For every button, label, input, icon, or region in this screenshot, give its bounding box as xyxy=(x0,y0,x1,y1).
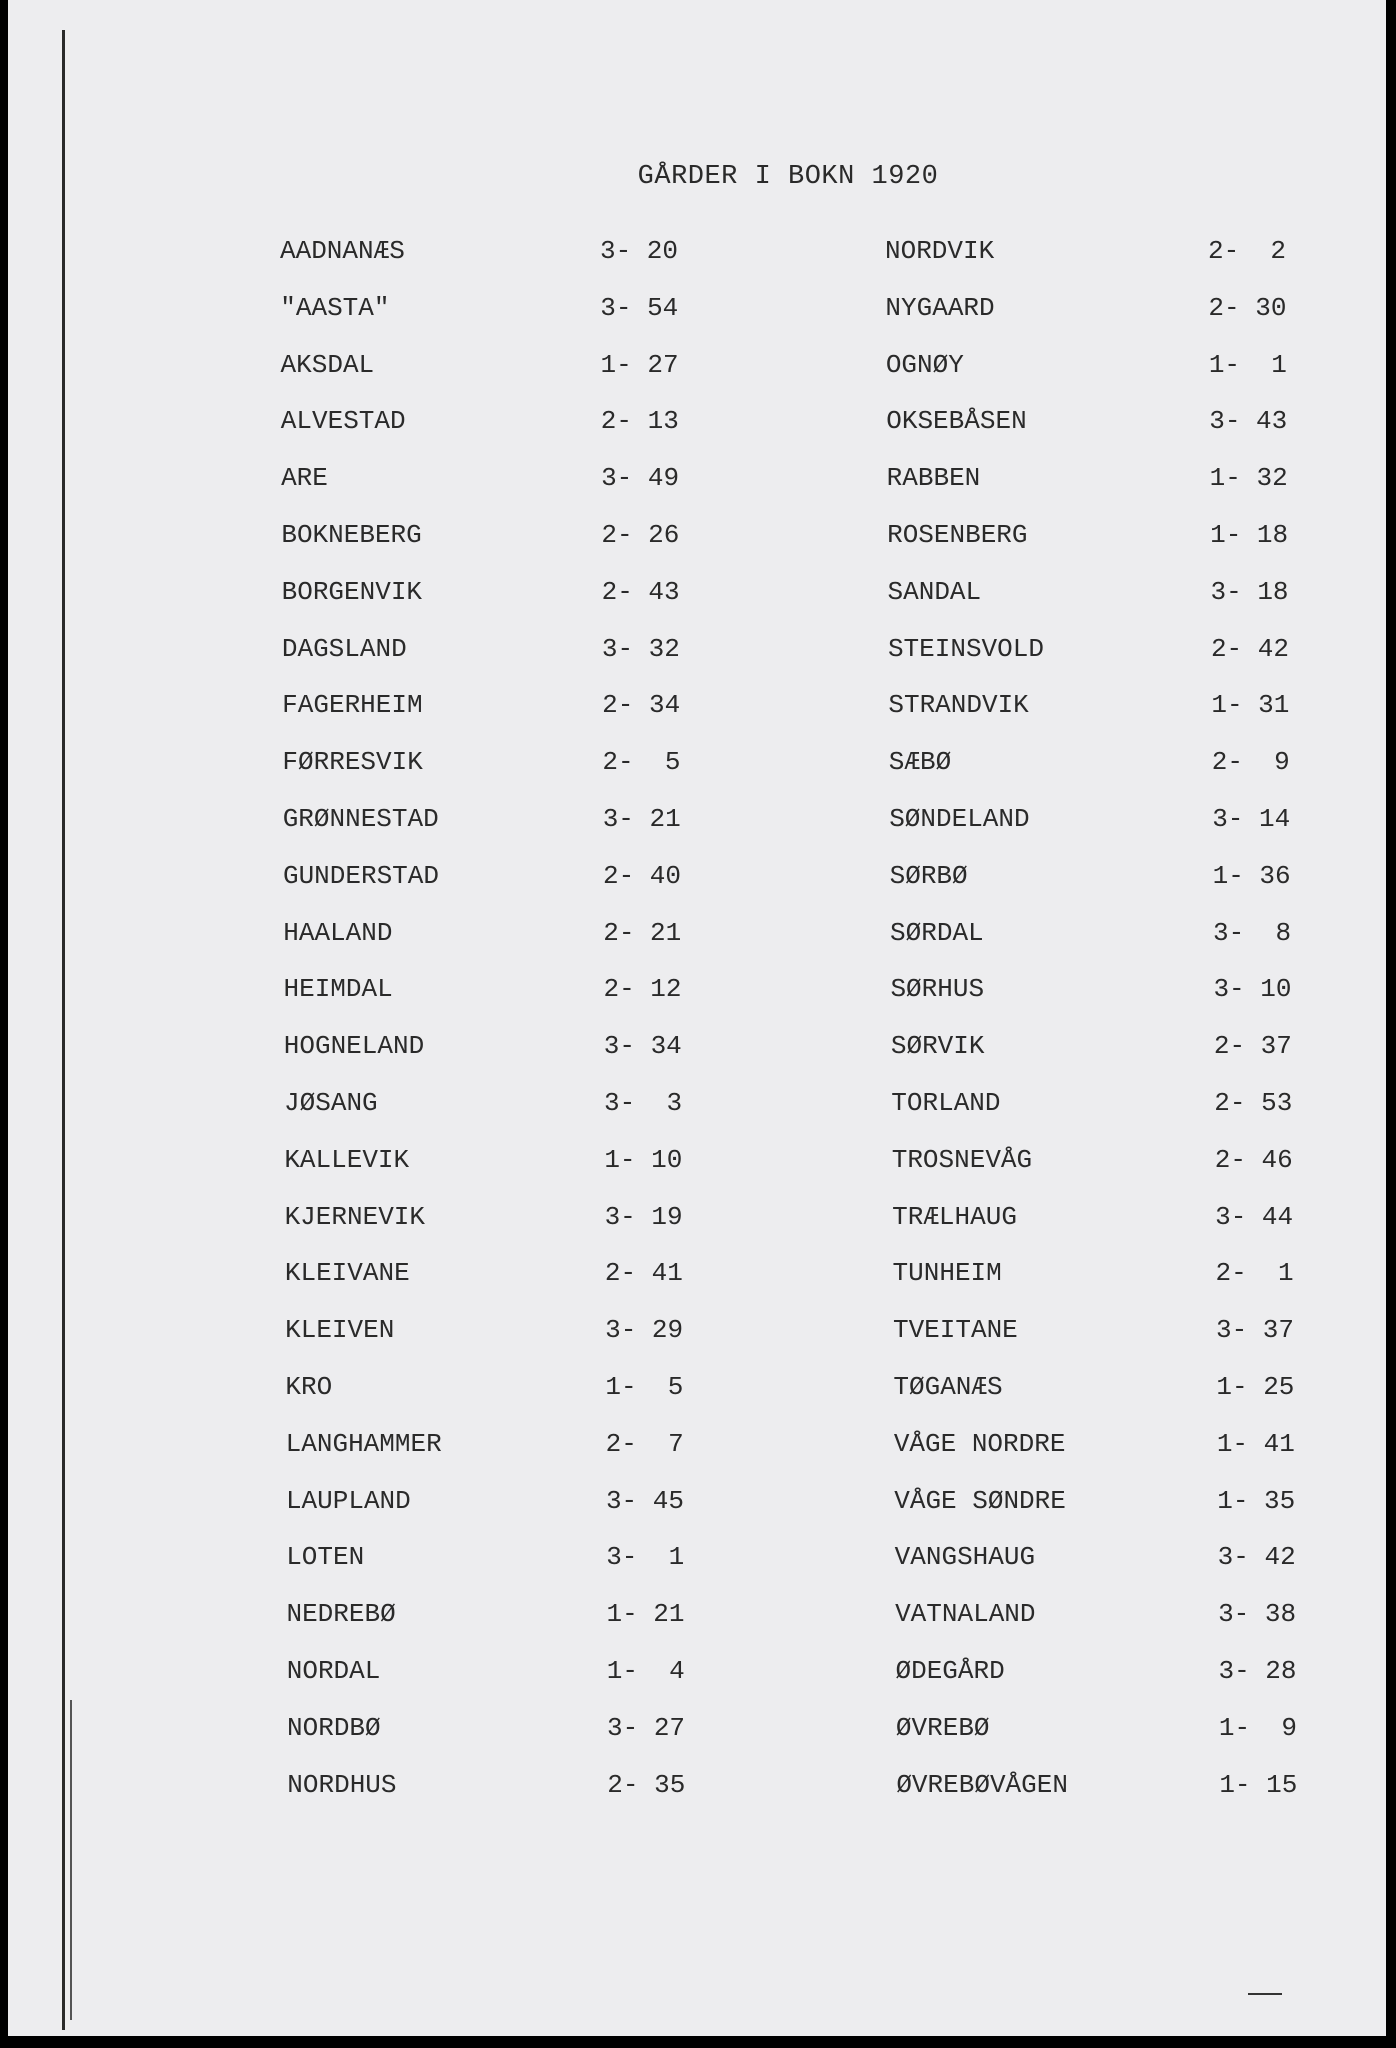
farm-name: TØGANÆS xyxy=(893,1372,1003,1402)
farm-code: 1- 27 xyxy=(600,349,679,380)
farm-name: BOKNEBERG xyxy=(281,520,422,550)
farm-code: 2- 7 xyxy=(605,1428,684,1459)
farm-name: TRÆLHAUG xyxy=(892,1201,1017,1232)
farm-name: JØSANG xyxy=(284,1088,378,1118)
farm-name: TVEITANE xyxy=(892,1315,1018,1346)
farm-code: 1- 32 xyxy=(1209,463,1288,494)
farm-name: KRO xyxy=(285,1372,333,1402)
farm-code: 1- 31 xyxy=(1211,690,1290,721)
farm-name: OKSEBÅSEN xyxy=(886,406,1027,437)
farm-name: ØVREBØVÅGEN xyxy=(896,1769,1068,1800)
farm-name: TORLAND xyxy=(891,1088,1001,1118)
farm-name: ØVREBØ xyxy=(895,1712,990,1743)
farm-code: 2- 30 xyxy=(1208,292,1287,323)
farm-code: 1- 18 xyxy=(1210,520,1289,550)
farm-code: 1- 15 xyxy=(1219,1769,1298,1800)
page-title: GÅRDER I BOKN 1920 xyxy=(637,162,939,192)
farm-name: KJERNEVIK xyxy=(284,1201,426,1232)
farm-name: "AASTA" xyxy=(280,292,390,323)
farm-name: VANGSHAUG xyxy=(894,1542,1036,1573)
farm-name: ALVESTAD xyxy=(280,406,406,437)
margin-rule-secondary xyxy=(70,1700,72,2020)
farm-code: 2- 34 xyxy=(602,690,681,721)
farm-name: AKSDAL xyxy=(280,349,375,380)
farm-code: 3- 8 xyxy=(1213,917,1292,948)
farm-code: 2- 46 xyxy=(1214,1144,1293,1175)
farm-name: FØRRESVIK xyxy=(282,747,423,778)
farm-name: RABBEN xyxy=(886,463,981,494)
farm-code: 3- 37 xyxy=(1215,1315,1294,1346)
farm-name: GRØNNESTAD xyxy=(282,804,439,834)
farm-name: NORDAL xyxy=(286,1656,381,1686)
farm-name: NORDBØ xyxy=(287,1712,381,1743)
farm-name: NORDHUS xyxy=(287,1769,397,1800)
farm-code: 3- 45 xyxy=(605,1485,684,1516)
farm-code: 1- 35 xyxy=(1217,1485,1296,1516)
farm-name: NYGAARD xyxy=(885,292,995,323)
pen-mark xyxy=(1248,1993,1282,1995)
farm-code: 3- 43 xyxy=(1209,406,1288,437)
farm-code: 3- 38 xyxy=(1218,1599,1297,1630)
farm-code: 2- 1 xyxy=(1215,1258,1294,1289)
farm-name: OGNØY xyxy=(885,349,964,380)
farm-code: 2- 5 xyxy=(602,747,681,778)
margin-rule xyxy=(62,30,65,2030)
farm-code: 3- 49 xyxy=(601,463,680,494)
farm-name: GUNDERSTAD xyxy=(282,860,439,891)
farm-name: NEDREBØ xyxy=(286,1599,396,1630)
farm-name: AADNANÆS xyxy=(280,236,405,266)
farm-name: KLEIVANE xyxy=(284,1258,410,1289)
farm-code: 2- 21 xyxy=(603,917,682,948)
farm-code: 3- 20 xyxy=(600,236,679,266)
farm-code: 1- 41 xyxy=(1216,1428,1295,1459)
farm-name: FAGERHEIM xyxy=(282,690,423,721)
farm-code: 2- 42 xyxy=(1210,633,1289,664)
farm-code: 2- 40 xyxy=(602,860,681,891)
farm-name: SØRHUS xyxy=(890,974,985,1005)
farm-name: NORDVIK xyxy=(885,236,995,266)
farm-name: LANGHAMMER xyxy=(285,1428,442,1459)
farm-name: SØRVIK xyxy=(890,1031,985,1062)
farm-name: ROSENBERG xyxy=(887,520,1028,550)
farm-code: 1- 21 xyxy=(606,1599,685,1630)
document-page xyxy=(8,0,1386,2036)
farm-code: 3- 14 xyxy=(1212,804,1291,834)
farm-code: 3- 54 xyxy=(600,292,679,323)
farm-name: SØRDAL xyxy=(890,917,984,948)
farm-code: 2- 13 xyxy=(600,406,679,437)
farm-code: 1- 1 xyxy=(1208,349,1287,380)
farm-code: 2- 53 xyxy=(1214,1088,1293,1118)
farm-code: 1- 4 xyxy=(606,1656,685,1686)
farm-code: 3- 10 xyxy=(1213,974,1292,1005)
farm-code: 3- 19 xyxy=(604,1201,683,1232)
farm-name: HEIMDAL xyxy=(283,974,393,1005)
farm-code: 1- 36 xyxy=(1212,860,1291,891)
farm-code: 3- 28 xyxy=(1218,1656,1297,1686)
farm-name: VÅGE SØNDRE xyxy=(894,1485,1066,1516)
farm-name: TUNHEIM xyxy=(892,1258,1002,1289)
farm-code: 2- 37 xyxy=(1213,1031,1292,1062)
farm-code: 3- 34 xyxy=(603,1031,682,1062)
farm-code: 2- 2 xyxy=(1208,236,1287,266)
farm-code: 2- 12 xyxy=(603,974,682,1005)
farm-code: 3- 32 xyxy=(601,633,680,664)
farm-name: ØDEGÅRD xyxy=(895,1656,1005,1686)
farm-code: 3- 42 xyxy=(1217,1542,1296,1573)
farm-name: VATNALAND xyxy=(895,1599,1036,1630)
farm-name: SØNDELAND xyxy=(889,804,1030,834)
farm-name: SØRBØ xyxy=(889,860,968,891)
farm-name: SÆBØ xyxy=(888,747,952,778)
farm-name: KLEIVEN xyxy=(285,1315,395,1346)
farm-name: ARE xyxy=(281,463,328,494)
farm-code: 1- 9 xyxy=(1218,1712,1297,1743)
farm-code: 3- 44 xyxy=(1215,1201,1294,1232)
farm-code: 3- 29 xyxy=(605,1315,684,1346)
farm-name: STEINSVOLD xyxy=(887,633,1044,664)
farm-code: 2- 26 xyxy=(601,520,680,550)
farm-name: KALLEVIK xyxy=(284,1144,410,1175)
farm-name: DAGSLAND xyxy=(281,633,407,664)
farm-name: TROSNEVÅG xyxy=(891,1144,1033,1175)
farm-code: 2- 43 xyxy=(601,576,680,607)
farm-name: SANDAL xyxy=(887,576,982,607)
farm-code: 2- 41 xyxy=(604,1258,683,1289)
farm-name: HOGNELAND xyxy=(283,1031,425,1062)
farm-code: 3- 18 xyxy=(1210,576,1289,607)
farm-name: STRANDVIK xyxy=(888,690,1029,721)
farm-code: 1- 25 xyxy=(1216,1372,1295,1402)
farm-code: 1- 10 xyxy=(604,1144,683,1175)
farm-code: 3- 27 xyxy=(607,1712,686,1743)
farm-name: LAUPLAND xyxy=(285,1485,411,1516)
farm-code: 3- 3 xyxy=(604,1088,683,1118)
farm-name: HAALAND xyxy=(283,917,393,948)
farm-name: VÅGE NORDRE xyxy=(893,1428,1066,1459)
farm-code: 2- 35 xyxy=(607,1769,686,1800)
farm-code: 3- 1 xyxy=(606,1542,685,1573)
farm-code: 3- 21 xyxy=(602,804,681,834)
farm-code: 2- 9 xyxy=(1211,747,1290,778)
farm-name: LOTEN xyxy=(286,1542,365,1573)
farm-code: 1- 5 xyxy=(605,1372,684,1402)
farm-name: BORGENVIK xyxy=(281,576,423,607)
